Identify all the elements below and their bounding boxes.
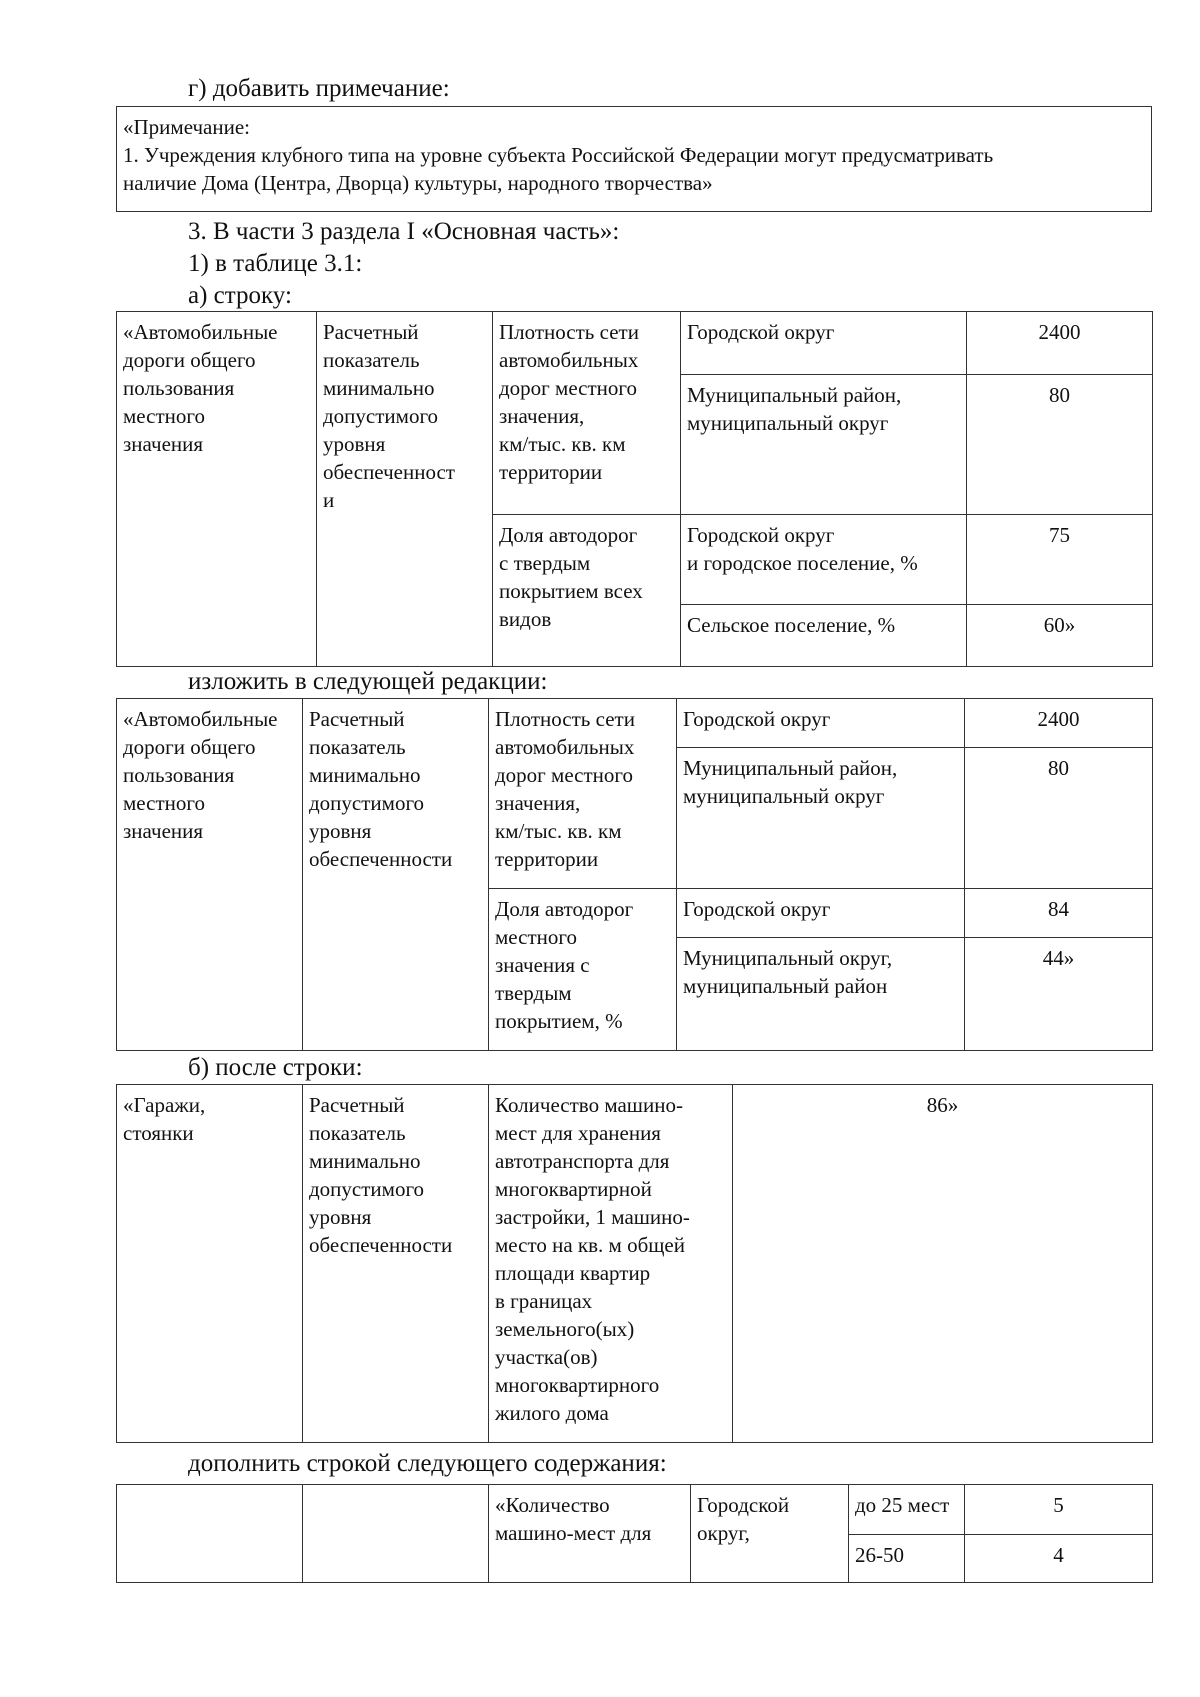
table4-empty-cell <box>117 1485 303 1583</box>
table1-row-value: 2400 <box>967 312 1153 375</box>
paragraph-3-1: 1) в таблице 3.1: <box>188 250 363 277</box>
table3-col1: «Гаражи, стоянки <box>117 1085 303 1443</box>
note-line: 1. Учреждения клубного типа на уровне субъекта Российской Федерации могут предусматривать <box>123 143 994 167</box>
table1-row-label: Муниципальный район, муниципальный округ <box>681 375 967 515</box>
table3-indicator: Количество машино- мест для хранения автотранспорта для многоквартирной застройки, 1 машино- место на кв. м общей площади квартир в границах земельного(ых) участка(ов) многоквартирного жилого дома <box>489 1085 733 1443</box>
table1-row-value: 60» <box>967 605 1153 667</box>
table1-col2: Расчетный показатель минимально допустимого уровня обеспеченност и <box>317 312 493 667</box>
note-line: наличие Дома (Центра, Дворца) культуры, народного творчества» <box>123 171 713 195</box>
table4-indicator: «Количество машино-мест для <box>489 1485 691 1583</box>
table2-col1: «Автомобильные дороги общего пользования местного значения <box>117 699 303 1051</box>
section-g-heading: г) добавить примечание: <box>188 75 450 102</box>
table2-row-value: 44» <box>965 938 1153 1051</box>
table4-value: 4 <box>965 1535 1153 1583</box>
table4-range: 26-50 <box>849 1535 965 1583</box>
table2-row-label: Муниципальный округ, муниципальный район <box>677 938 965 1051</box>
table-original-row <box>116 311 1153 667</box>
paragraph-a: а) строку: <box>188 282 292 309</box>
table2-row-value: 84 <box>965 889 1153 938</box>
table4-range: до 25 мест <box>849 1485 965 1535</box>
table1-row-value: 80 <box>967 375 1153 515</box>
note-box <box>116 106 1152 212</box>
table2-row-value: 80 <box>965 748 1153 889</box>
table2-indicator-share: Доля автодорог местного значения с твердым покрытием, % <box>489 889 677 1051</box>
paragraph-new-edition: изложить в следующей редакции: <box>188 668 548 695</box>
table1-indicator-share: Доля автодорог с твердым покрытием всех видов <box>493 515 681 667</box>
table2-row-value: 2400 <box>965 699 1153 748</box>
table-added-row <box>116 1484 1153 1583</box>
table4-area: Городской округ, <box>691 1485 849 1583</box>
table3-value: 86» <box>733 1085 1153 1443</box>
paragraph-b: б) после строки: <box>188 1054 363 1081</box>
table4-empty-cell <box>303 1485 489 1583</box>
table1-row-label: Городской округ и городское поселение, % <box>681 515 967 605</box>
paragraph-add-row: дополнить строкой следующего содержания: <box>188 1450 667 1477</box>
table1-row-label: Сельское поселение, % <box>681 605 967 667</box>
table1-col1: «Автомобильные дороги общего пользования местного значения <box>117 312 317 667</box>
table-new-edition <box>116 698 1153 1051</box>
table1-indicator-density: Плотность сети автомобильных дорог местного значения, км/тыс. кв. км территории <box>493 312 681 515</box>
note-line: «Примечание: <box>123 115 251 139</box>
table1-row-value: 75 <box>967 515 1153 605</box>
table2-row-label: Городской округ <box>677 889 965 938</box>
paragraph-3: 3. В части 3 раздела I «Основная часть»: <box>188 218 620 245</box>
table1-row-label: Городской округ <box>681 312 967 375</box>
table3-col2: Расчетный показатель минимально допустимого уровня обеспеченности <box>303 1085 489 1443</box>
table2-row-label: Городской округ <box>677 699 965 748</box>
table4-value: 5 <box>965 1485 1153 1535</box>
table2-indicator-density: Плотность сети автомобильных дорог местного значения, км/тыс. кв. км территории <box>489 699 677 889</box>
table2-row-label: Муниципальный район, муниципальный округ <box>677 748 965 889</box>
table-garages <box>116 1084 1153 1443</box>
table2-col2: Расчетный показатель минимально допустимого уровня обеспеченности <box>303 699 489 1051</box>
